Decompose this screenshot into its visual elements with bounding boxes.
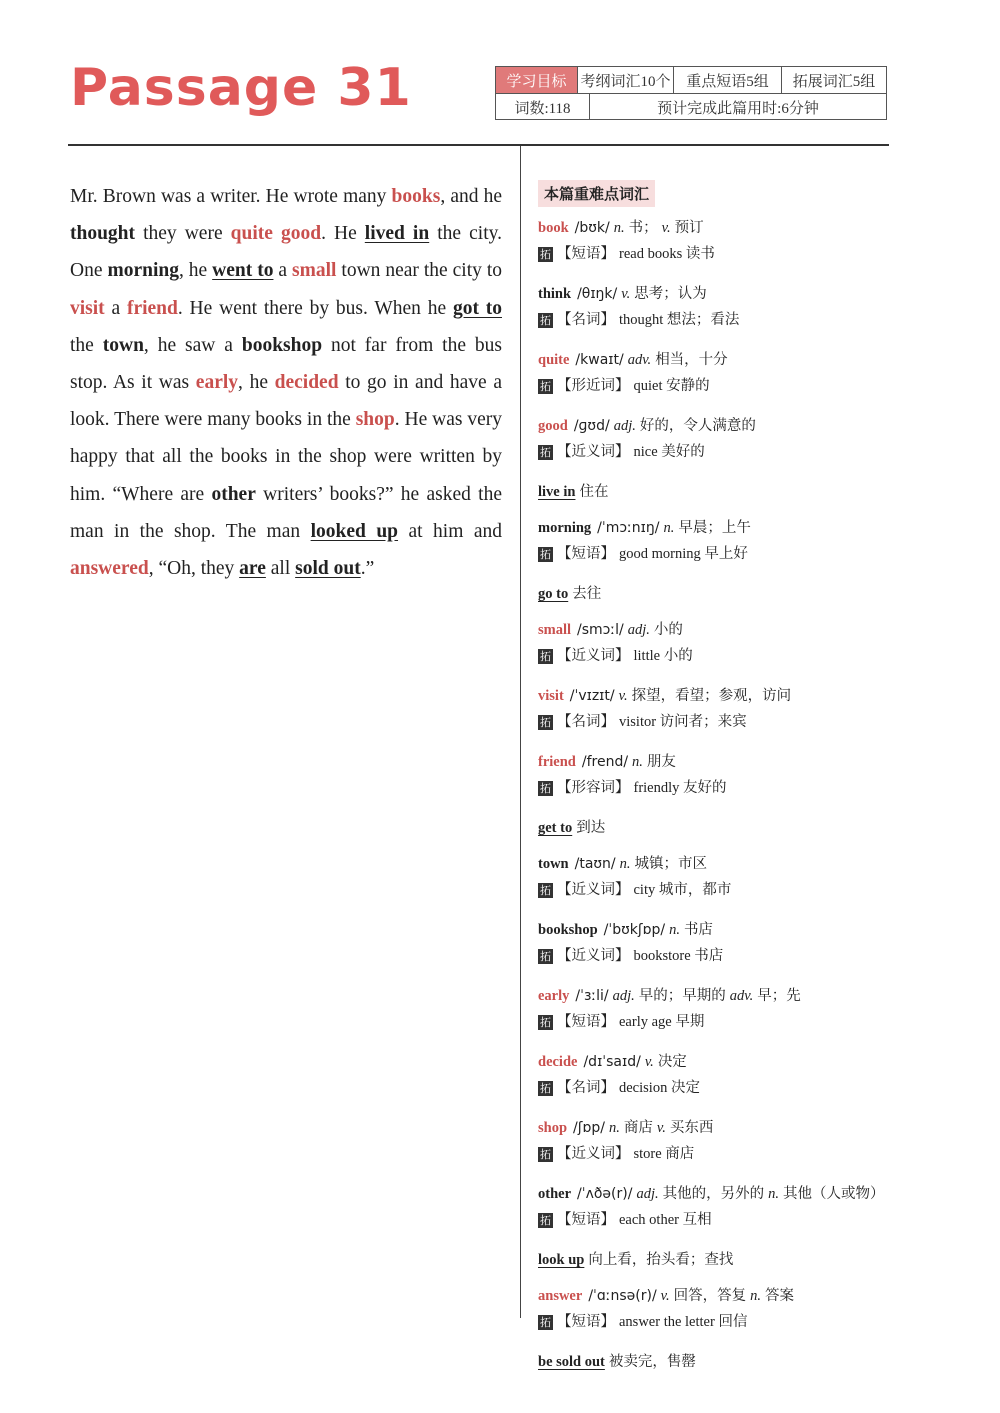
vocab-entry bbox=[538, 983, 888, 1035]
vocab-word: town bbox=[538, 856, 569, 872]
vocab-pos: n. bbox=[750, 1288, 762, 1304]
vocab-word: answer bbox=[538, 1288, 583, 1304]
vocab-entry bbox=[538, 1247, 888, 1273]
vocab-meaning: 书店 bbox=[683, 922, 713, 938]
vocab-pos: v. bbox=[656, 1120, 666, 1136]
vocab-entry bbox=[538, 215, 888, 267]
extension-icon: 拓 bbox=[540, 884, 551, 898]
vocab-entry bbox=[538, 749, 888, 801]
vocab-pos: n. bbox=[768, 1186, 779, 1202]
extension-icon: 拓 bbox=[540, 248, 551, 262]
vocab-entry bbox=[538, 851, 888, 903]
vocab-phonetic: /ˈbʊkʃɒp/ bbox=[603, 922, 666, 938]
vocab-entry bbox=[538, 917, 888, 969]
extension-type: 【短语】 bbox=[557, 1014, 615, 1030]
passage-segment: a bbox=[273, 260, 293, 282]
vocab-meaning: 早的；早期的 bbox=[638, 988, 726, 1004]
vocab-word: book bbox=[538, 220, 569, 236]
passage-keyword: friend bbox=[126, 297, 178, 319]
vocab-phonetic: /kwaɪt/ bbox=[575, 352, 624, 368]
extension-type: 【形容词】 bbox=[557, 780, 630, 796]
vocab-heading: 本篇重难点词汇 bbox=[538, 180, 655, 207]
vocab-phonetic: /θɪŋk/ bbox=[577, 286, 618, 302]
vocab-word: be sold out bbox=[538, 1354, 605, 1370]
extension-icon: 拓 bbox=[540, 1082, 551, 1096]
vocab-meaning: 好的，令人满意的 bbox=[639, 418, 756, 434]
vocab-entry bbox=[538, 479, 888, 505]
passage-segment: . He went there by bus. When he bbox=[177, 297, 453, 319]
header-divider bbox=[68, 144, 889, 146]
vocab-meaning: 答案 bbox=[765, 1288, 795, 1304]
learning-goal-table bbox=[495, 66, 887, 120]
vocab-pos: adj. bbox=[627, 622, 650, 638]
vocab-entry bbox=[538, 815, 888, 841]
vocab-pos: v. bbox=[661, 220, 671, 236]
vocab-word: shop bbox=[538, 1120, 568, 1136]
vocab-pos: v. bbox=[644, 1054, 654, 1070]
vocab-meaning: 相当，十分 bbox=[655, 352, 728, 368]
vocab-phonetic: /taʊn/ bbox=[574, 856, 616, 872]
passage-keyword: shop bbox=[355, 409, 395, 431]
vocab-word: friend bbox=[538, 754, 576, 770]
vocab-pos: n. bbox=[613, 220, 625, 236]
extension-type: 【短语】 bbox=[557, 546, 615, 562]
extension-icon: 拓 bbox=[540, 1148, 551, 1162]
extension-text: store 商店 bbox=[633, 1146, 695, 1162]
extension-text: city 城市，都市 bbox=[633, 882, 732, 898]
vocab-meaning: 买东西 bbox=[669, 1120, 714, 1136]
passage-text bbox=[70, 178, 502, 587]
vocab-word: good bbox=[538, 418, 568, 434]
vocab-entry bbox=[538, 1283, 888, 1335]
goal-head: 学习目标 bbox=[496, 67, 578, 93]
vocab-panel bbox=[538, 180, 888, 1385]
vocab-meaning: 探望，看望；参观，访问 bbox=[631, 688, 792, 704]
vocab-word: look up bbox=[538, 1252, 585, 1268]
vocab-phonetic: /frend/ bbox=[581, 754, 629, 770]
extension-icon: 拓 bbox=[540, 380, 551, 394]
vocab-word: go to bbox=[538, 586, 569, 602]
extension-icon: 拓 bbox=[540, 548, 551, 562]
passage-segment: a bbox=[104, 297, 127, 319]
extension-type: 【近义词】 bbox=[557, 444, 630, 460]
vocab-meaning: 去往 bbox=[572, 586, 602, 602]
passage-segment: . He was very happy that all the books in the shop were written by him. “Where are bbox=[70, 409, 502, 505]
vocab-word: morning bbox=[538, 520, 592, 536]
extension-text: early age 早期 bbox=[619, 1014, 705, 1030]
passage-segment: , “Oh, they bbox=[148, 558, 240, 580]
passage-keyword: visit bbox=[70, 297, 105, 319]
goal-item: 重点短语5组 bbox=[674, 67, 782, 93]
vocab-pos: adj. bbox=[636, 1186, 659, 1202]
vocab-word: live in bbox=[538, 484, 576, 500]
vocab-entry bbox=[538, 515, 888, 567]
column-divider bbox=[520, 146, 521, 1318]
vocab-meaning: 商店 bbox=[623, 1120, 653, 1136]
extension-text: nice 美好的 bbox=[633, 444, 705, 460]
extension-type: 【形近词】 bbox=[557, 378, 630, 394]
vocab-phonetic: /smɔːl/ bbox=[577, 622, 624, 638]
vocab-meaning: 回答，答复 bbox=[673, 1288, 747, 1304]
vocab-meaning: 到达 bbox=[576, 820, 606, 836]
passage-keyword: early bbox=[195, 372, 239, 394]
vocab-entry bbox=[538, 1115, 888, 1167]
vocab-phonetic: /ˈɜːli/ bbox=[575, 988, 609, 1004]
passage-keyword: morning bbox=[107, 260, 179, 282]
passage-keyword: books bbox=[391, 186, 441, 207]
vocab-phonetic: /bʊk/ bbox=[574, 220, 610, 236]
vocab-meaning: 预订 bbox=[674, 220, 704, 236]
extension-type: 【名词】 bbox=[557, 1080, 615, 1096]
passage-keyword: sold out bbox=[295, 558, 361, 580]
vocab-pos: v. bbox=[618, 688, 628, 704]
passage-segment: the bbox=[70, 334, 103, 356]
extension-icon: 拓 bbox=[540, 1316, 551, 1330]
extension-text: decision 决定 bbox=[619, 1080, 700, 1096]
vocab-entry bbox=[538, 1349, 888, 1375]
vocab-word: decide bbox=[538, 1054, 578, 1070]
passage-segment: they were bbox=[135, 223, 231, 245]
vocab-word: think bbox=[538, 286, 572, 302]
vocab-entry bbox=[538, 281, 888, 333]
extension-text: read books 读书 bbox=[619, 246, 715, 262]
vocab-meaning: 城镇；市区 bbox=[634, 856, 708, 872]
extension-text: bookstore 书店 bbox=[633, 948, 724, 964]
passage-segment: writers’ books?” he asked the man in the shop. The man bbox=[70, 483, 502, 542]
vocab-word: bookshop bbox=[538, 922, 598, 938]
extension-type: 【短语】 bbox=[557, 1212, 615, 1228]
passage-segment: , he bbox=[178, 260, 213, 282]
passage-paragraph bbox=[70, 178, 502, 587]
passage-segment: not far from the bus stop. As it was bbox=[70, 334, 503, 394]
vocab-phonetic: /ʃɒp/ bbox=[573, 1120, 605, 1136]
extension-icon: 拓 bbox=[540, 1214, 551, 1228]
vocab-phonetic: /ˈmɔːnɪŋ/ bbox=[597, 520, 660, 536]
extension-text: each other 互相 bbox=[619, 1212, 712, 1228]
vocab-word: quite bbox=[538, 352, 570, 368]
passage-keyword: quite good bbox=[230, 223, 322, 245]
vocab-entry bbox=[538, 1049, 888, 1101]
passage-segment: .” bbox=[360, 558, 375, 580]
vocab-phonetic: /dɪˈsaɪd/ bbox=[583, 1054, 641, 1070]
vocab-meaning: 朋友 bbox=[646, 754, 676, 770]
extension-type: 【名词】 bbox=[557, 714, 615, 730]
passage-segment: the city. One bbox=[70, 223, 502, 282]
extension-icon: 拓 bbox=[540, 446, 551, 460]
passage-segment: Mr. Brown was a writer. He wrote many bbox=[70, 186, 392, 207]
extension-icon: 拓 bbox=[540, 950, 551, 964]
passage-segment: to go in and have a look. There were many books in the bbox=[70, 372, 502, 431]
vocab-pos: adj. bbox=[613, 418, 636, 434]
vocab-pos: adj. bbox=[612, 988, 635, 1004]
vocab-list bbox=[538, 215, 888, 1375]
vocab-pos: n. bbox=[669, 922, 680, 938]
extension-icon: 拓 bbox=[540, 650, 551, 664]
extension-type: 【短语】 bbox=[557, 246, 615, 262]
word-count: 词数:118 bbox=[496, 94, 590, 120]
passage-keyword: thought bbox=[70, 223, 136, 245]
vocab-word: early bbox=[538, 988, 570, 1004]
passage-keyword: bookshop bbox=[241, 334, 323, 356]
extension-type: 【近义词】 bbox=[557, 1146, 630, 1162]
vocab-entry bbox=[538, 1181, 888, 1233]
passage-segment: at him and bbox=[398, 520, 502, 542]
vocab-pos: n. bbox=[632, 754, 643, 770]
passage-segment: , he saw a bbox=[143, 334, 242, 356]
extension-icon: 拓 bbox=[540, 782, 551, 796]
vocab-entry bbox=[538, 683, 888, 735]
vocab-pos: n. bbox=[619, 856, 631, 872]
extension-text: good morning 早上好 bbox=[619, 546, 748, 562]
vocab-meaning: 早；先 bbox=[757, 988, 801, 1004]
extension-icon: 拓 bbox=[540, 1016, 551, 1030]
vocab-word: visit bbox=[538, 688, 564, 704]
passage-keyword: answered bbox=[70, 558, 149, 580]
vocab-meaning: 被卖完，售罄 bbox=[608, 1354, 696, 1370]
vocab-pos: n. bbox=[663, 520, 675, 536]
extension-text: thought 想法；看法 bbox=[619, 312, 740, 328]
passage-keyword: lived in bbox=[364, 223, 430, 245]
vocab-word: small bbox=[538, 622, 572, 638]
vocab-pos: v. bbox=[660, 1288, 670, 1304]
vocab-phonetic: /ˈʌðə(r)/ bbox=[577, 1186, 633, 1202]
vocab-pos: n. bbox=[608, 1120, 620, 1136]
goal-item: 拓展词汇5组 bbox=[792, 73, 876, 90]
estimated-time: 预计完成此篇用时:6分钟 bbox=[657, 100, 819, 117]
extension-text: answer the letter 回信 bbox=[619, 1314, 748, 1330]
vocab-meaning: 住在 bbox=[579, 484, 609, 500]
extension-type: 【近义词】 bbox=[557, 882, 630, 898]
passage-segment: all bbox=[265, 558, 296, 580]
passage-keyword: went to bbox=[212, 260, 274, 282]
passage-segment: , he bbox=[238, 372, 275, 394]
passage-segment: town near the city to bbox=[336, 260, 503, 282]
extension-icon: 拓 bbox=[540, 314, 551, 328]
vocab-pos: adv. bbox=[627, 352, 652, 368]
extension-text: quiet 安静的 bbox=[633, 378, 710, 394]
extension-text: visitor 访问者；来宾 bbox=[619, 714, 747, 730]
vocab-entry bbox=[538, 581, 888, 607]
passage-segment: . He bbox=[321, 223, 365, 245]
extension-type: 【近义词】 bbox=[557, 648, 630, 664]
passage-segment: , and he bbox=[440, 186, 503, 207]
vocab-pos: adv. bbox=[729, 988, 754, 1004]
extension-type: 【名词】 bbox=[557, 312, 615, 328]
passage-keyword: decided bbox=[274, 372, 339, 394]
vocab-entry bbox=[538, 347, 888, 399]
extension-type: 【短语】 bbox=[557, 1314, 615, 1330]
extension-type: 【近义词】 bbox=[557, 948, 630, 964]
passage-keyword: got to bbox=[452, 297, 502, 319]
vocab-pos: v. bbox=[621, 286, 631, 302]
extension-text: little 小的 bbox=[633, 648, 693, 664]
vocab-meaning: 其他的，另外的 bbox=[662, 1186, 765, 1202]
vocab-meaning: 书； bbox=[628, 220, 658, 236]
vocab-meaning: 小的 bbox=[653, 622, 683, 638]
goal-item: 考纲词汇10个 bbox=[578, 67, 674, 93]
passage-keyword: are bbox=[239, 558, 266, 580]
vocab-entry bbox=[538, 413, 888, 465]
vocab-meaning: 决定 bbox=[657, 1054, 687, 1070]
vocab-phonetic: /ɡʊd/ bbox=[573, 418, 610, 434]
extension-text: friendly 友好的 bbox=[633, 780, 727, 796]
extension-icon: 拓 bbox=[540, 716, 551, 730]
page-title: Passage 31 bbox=[70, 58, 412, 118]
passage-keyword: other bbox=[211, 483, 256, 505]
vocab-entry bbox=[538, 617, 888, 669]
passage-keyword: town bbox=[102, 334, 144, 356]
vocab-meaning: 早晨；上午 bbox=[678, 520, 751, 536]
vocab-word: get to bbox=[538, 820, 573, 836]
vocab-phonetic: /ˈɑːnsə(r)/ bbox=[588, 1288, 657, 1304]
vocab-word: other bbox=[538, 1186, 572, 1202]
vocab-meaning: 向上看，抬头看；查找 bbox=[588, 1252, 734, 1268]
vocab-phonetic: /ˈvɪzɪt/ bbox=[569, 688, 615, 704]
vocab-meaning: 思考；认为 bbox=[634, 286, 707, 302]
passage-keyword: small bbox=[292, 260, 337, 282]
vocab-meaning: 其他（人或物） bbox=[782, 1186, 885, 1202]
passage-keyword: looked up bbox=[310, 520, 399, 542]
